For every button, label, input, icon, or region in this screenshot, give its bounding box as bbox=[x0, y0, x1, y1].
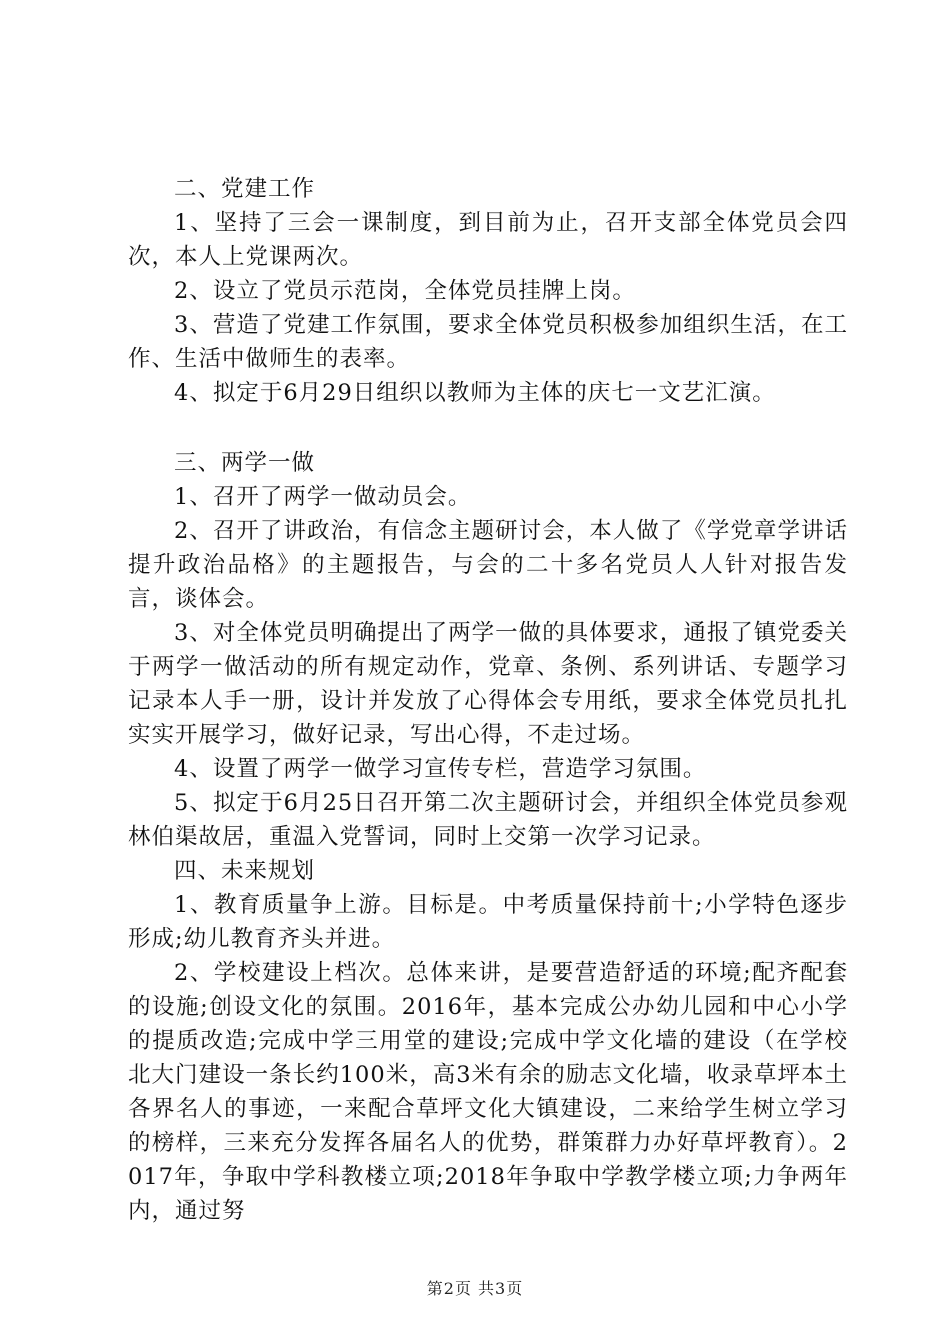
section-heading: 二、党建工作 bbox=[174, 176, 316, 202]
paragraph: 2、设立了党员示范岗，全体党员挂牌上岗。 bbox=[174, 278, 636, 304]
paragraph: 2、学校建设上档次。总体来讲，是要营造舒适的环境;配齐配套的设施;创设文化的氛围。2016年，基本完成公办幼儿园和中心小学的提质改造;完成中学三用堂的建设;完成中学文化墙的建设（在学校北大门建设一条长约100米，高3米有余的励志文化墙，收录草坪本土各界名人的事迹，一来配合草坪文化大镇建设，二来给学生树立学习的榜样，三来充分发挥各届名人的优势，群策群力办好草坪教育）。2017年，争取中学科教楼立项;2018年争取中学教学楼立项;力争两年内，通过努 bbox=[128, 960, 848, 1224]
paragraph: 5、拟定于6月25日召开第二次主题研讨会，并组织全体党员参观林伯渠故居，重温入党誓词，同时上交第一次学习记录。 bbox=[128, 790, 848, 850]
section-heading: 三、两学一做 bbox=[174, 450, 316, 476]
section-heading: 四、未来规划 bbox=[174, 858, 316, 884]
paragraph: 1、坚持了三会一课制度，到目前为止，召开支部全体党员会四次，本人上党课两次。 bbox=[128, 210, 848, 270]
document-body bbox=[128, 172, 848, 1228]
paragraph: 1、教育质量争上游。目标是。中考质量保持前十;小学特色逐步形成;幼儿教育齐头并进。 bbox=[128, 892, 848, 952]
paragraph: 3、营造了党建工作氛围，要求全体党员积极参加组织生活，在工作、生活中做师生的表率。 bbox=[128, 312, 848, 372]
section-two-studies bbox=[128, 446, 848, 854]
section-future-plan bbox=[128, 854, 848, 1228]
section-party-building bbox=[128, 172, 848, 410]
paragraph: 4、设置了两学一做学习宣传专栏，营造学习氛围。 bbox=[174, 756, 707, 782]
paragraph: 2、召开了讲政治，有信念主题研讨会，本人做了《学党章学讲话提升政治品格》的主题报告，与会的二十多名党员人人针对报告发言，谈体会。 bbox=[128, 518, 848, 612]
paragraph: 1、召开了两学一做动员会。 bbox=[174, 484, 472, 510]
page-number: 第2页 共3页 bbox=[426, 1279, 524, 1298]
paragraph: 3、对全体党员明确提出了两学一做的具体要求，通报了镇党委关于两学一做活动的所有规定动作，党章、条例、系列讲话、专题学习记录本人手一册，设计并发放了心得体会专用纸，要求全体党员扎扎实实开展学习，做好记录，写出心得，不走过场。 bbox=[128, 620, 848, 748]
paragraph: 4、拟定于6月29日组织以教师为主体的庆七一文艺汇演。 bbox=[174, 380, 776, 406]
